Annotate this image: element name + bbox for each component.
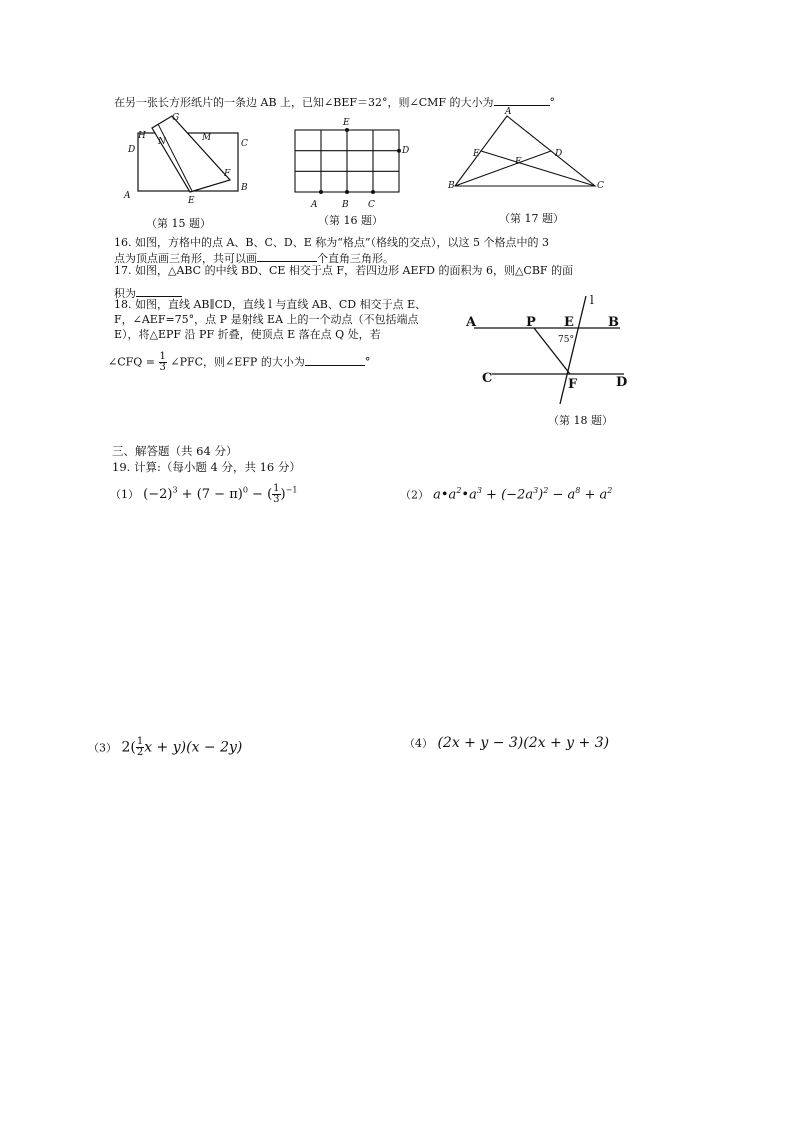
fig17-label-D: D [555,149,563,159]
q18-answer-blank[interactable] [305,354,365,366]
fig16-point-A [319,190,323,194]
fig15-caption: （第 15 题） [146,217,211,230]
fig15-label-A: A [124,191,131,201]
fig17-label-F: F [515,157,522,167]
fig15-label-H: H [138,131,146,141]
fig15-label-B: B [241,183,248,193]
calc1-fraction: $\frac{1}{3}$ [273,483,280,505]
q17-answer-blank[interactable] [136,285,182,297]
fig16-grid [295,130,399,192]
calc3-fraction: $\frac{1}{2}$ [136,736,144,758]
fig18-label-E: E [564,315,574,330]
fig17-label-E: E [473,149,480,159]
fig18-angle-label: 75° [558,335,574,345]
fig16-caption: （第 16 题） [318,214,383,227]
fig16-point-C [371,190,375,194]
fig17-label-A: A [505,107,512,117]
fig15-label-N: N [158,137,166,147]
fig15-label-D: D [128,145,136,155]
fig17-caption: （第 17 题） [499,212,564,225]
fig16-point-E [345,128,349,132]
q18-degree: ° [364,355,371,369]
figure-17 [445,106,605,206]
fig15-label-C: C [241,139,248,149]
section-title: 三、解答题（共 64 分） [112,444,238,458]
fig18-label-A: A [466,315,477,330]
fig15-label-M: M [202,133,212,143]
q15-degree: ° [549,96,556,109]
fig16-label-D: D [402,146,410,156]
fig18-label-P: P [526,315,536,330]
fig16-point-D [397,149,401,153]
q18-line2: F，∠AEF=75°，点 P 是射线 EA 上的一个动点（不包括端点 [114,313,419,326]
fig15-label-E: E [188,196,195,206]
fig18-label-D: D [616,375,628,390]
calc2-label: （2） [400,488,429,502]
q15-statement: 在另一张长方形纸片的一条边 AB 上，已知∠BEF＝32°，则∠CMF 的大小为 [114,96,494,109]
fig16-point-B [345,190,349,194]
fig18-label-B: B [608,315,619,330]
fig15-label-G: G [172,113,180,123]
q18-condition [108,352,370,373]
q18-condition-rhs: ∠PFC，则∠EFP 的大小为 [170,355,305,369]
fig16-label-A: A [311,200,318,210]
fig15-folded-strip [152,116,230,192]
fig18-label-F: F [568,377,578,392]
calc-part-3: （3） 2( $\frac{1}{2}$ x + y)(x − 2y) [88,736,243,758]
q18-line3: E），将△EPF 沿 PF 折叠，使顶点 E 落在点 Q 处，若 [114,328,381,341]
q19-heading: 19. 计算:（每小题 4 分，共 16 分） [112,460,301,474]
q16-line2a: 点为顶点画三角形，共可以画 [114,252,257,265]
calc-part-2: （2） $a•a^2•a^3 + (-2a^3)^2 - a^8 + a^2$ [400,486,613,503]
fig18-label-C: C [482,371,493,386]
fig17-label-B: B [448,181,455,191]
fig18-caption: （第 18 题） [548,414,613,427]
fig17-label-C: C [597,181,604,191]
calc-part-4: （4） (2x + y − 3)(2x + y + 3) [404,735,610,751]
fig16-label-B: B [342,200,349,210]
fig16-label-C: C [368,200,375,210]
q16-line1: 16. 如图，方格中的点 A、B、C、D、E 称为“格点”（格线的交点），以这 5 个格点中的 3 [114,236,550,249]
q18-line1: 18. 如图，直线 AB∥CD，直线 l 与直线 AB、CD 相交于点 E、 [114,298,427,311]
fig15-label-F: F [224,169,231,179]
figure-16 [285,112,415,212]
q17-line1: 17. 如图，△ABC 的中线 BD、CE 相交于点 F，若四边形 AEFD 的面积为 6，则△CBF 的面 [114,264,574,277]
calc1-label: （1） [110,488,139,501]
figure-15 [118,108,268,208]
q17-line2-text: 积为 [114,287,136,300]
fig18-label-l: l [590,293,594,307]
calc4-label: （4） [404,737,433,750]
calc3-label: （3） [88,741,117,755]
figure-18 [462,290,637,410]
q18-fraction: $\frac{1}{3}$ [159,351,166,373]
q16-answer-blank[interactable] [257,250,317,262]
fig16-label-E: E [343,118,350,128]
q16-line2b: 个直角三角形。 [317,252,394,265]
q15-answer-blank[interactable] [494,94,550,106]
calc-part-1: （1） $(-2)^3 + (7 - \pi)^0$ − ( $\frac{1}{3}$ )$^{-1}$ [110,483,298,505]
q18-condition-lhs: ∠CFQ = [108,355,155,369]
